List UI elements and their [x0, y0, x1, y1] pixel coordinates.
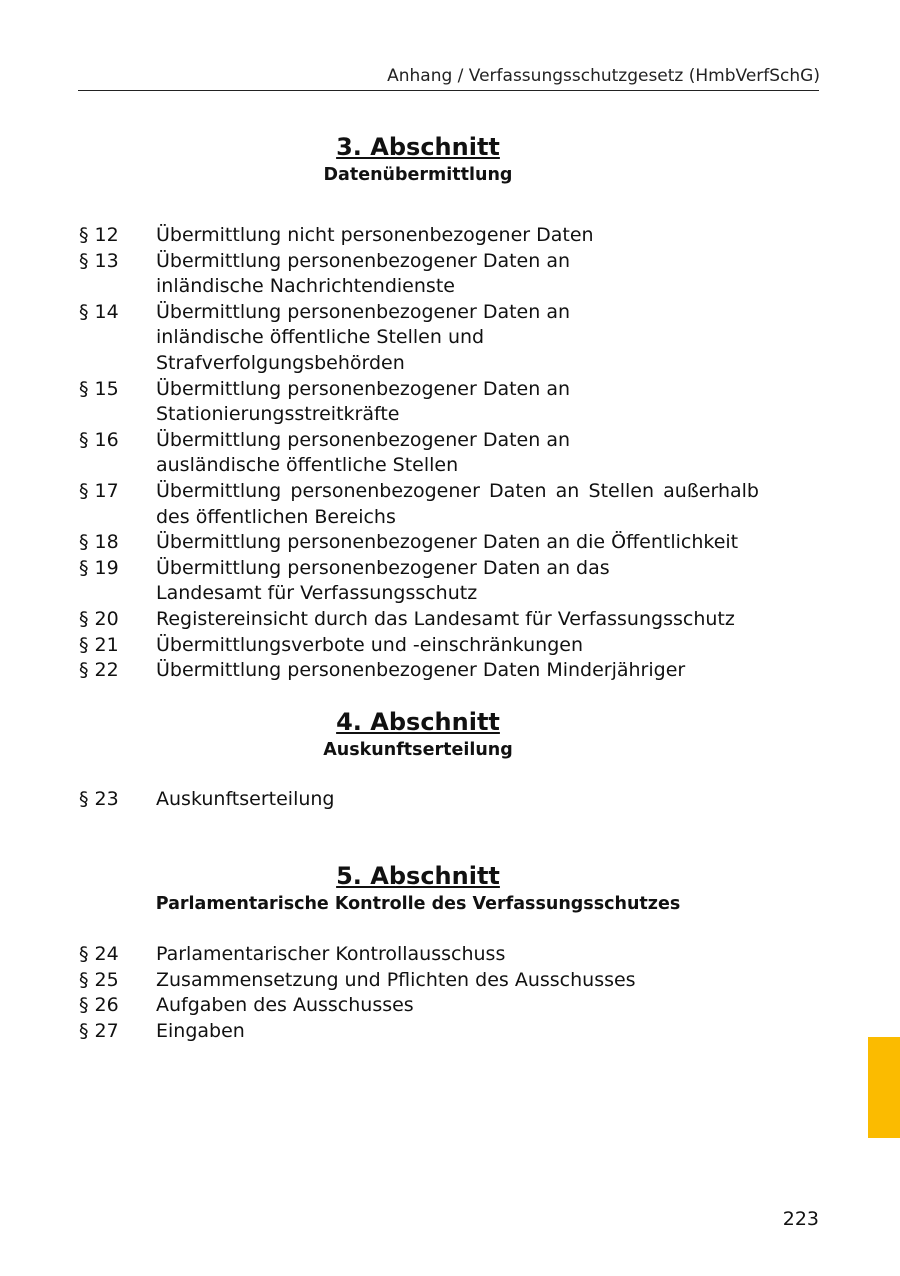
- entry-text: Übermittlung personenbezogener Daten an die Öffentlichkeit: [156, 531, 739, 554]
- paragraph-number: § 14: [79, 300, 119, 323]
- paragraph-number: § 22: [79, 659, 119, 682]
- paragraph-number: § 17: [79, 479, 119, 502]
- entry-text: Übermittlung personenbezogener Daten Minderjähriger: [156, 659, 686, 682]
- toc-entry: [79, 249, 759, 300]
- entry-text: Eingaben: [156, 1019, 245, 1042]
- entry-text: Zusammensetzung und Pflichten des Ausschusses: [156, 968, 636, 991]
- section-subtitle: Auskunftserteilung: [323, 740, 513, 760]
- toc-entry: [79, 633, 759, 659]
- toc-entry: [79, 968, 759, 994]
- section-entries: [79, 787, 759, 813]
- paragraph-number: § 13: [79, 249, 119, 272]
- section-subtitle: Parlamentarische Kontrolle des Verfassungsschutzes: [155, 894, 681, 914]
- entry-text: Übermittlung nicht personenbezogener Daten: [156, 224, 594, 246]
- entry-text: Übermittlung personenbezogener Daten an Stellen außerhalb des öffentlichen Bereichs: [156, 479, 759, 528]
- entry-text: Aufgaben des Ausschusses: [156, 994, 414, 1017]
- paragraph-number: § 26: [79, 994, 119, 1017]
- header-rule: [78, 90, 819, 91]
- toc-entry: [79, 300, 759, 377]
- paragraph-number: § 24: [79, 943, 119, 965]
- toc-entry: [79, 377, 759, 428]
- paragraph-number: § 15: [79, 377, 119, 400]
- section-entries: [79, 223, 759, 684]
- section-subtitle: Datenübermittlung: [323, 165, 513, 185]
- chapter-tab-marker: [868, 1037, 900, 1138]
- toc-entry: [79, 428, 759, 479]
- toc-entry: [79, 993, 759, 1019]
- section-title: 3. Abschnitt: [336, 133, 500, 161]
- paragraph-number: § 20: [79, 607, 119, 630]
- toc-entry: [79, 223, 759, 249]
- paragraph-number: § 27: [79, 1019, 119, 1042]
- paragraph-number: § 12: [79, 224, 119, 246]
- entry-text: Übermittlungsverbote und -einschränkungen: [156, 633, 583, 656]
- paragraph-number: § 18: [79, 531, 119, 554]
- toc-entry: [79, 658, 759, 684]
- entry-text: Übermittlung personenbezogener Daten an das Landesamt für Verfassungsschutz: [156, 556, 610, 605]
- entry-text: Übermittlung personenbezogener Daten an ausländische öffentliche Stellen: [156, 428, 571, 477]
- paragraph-number: § 16: [79, 428, 119, 451]
- entry-text: Registereinsicht durch das Landesamt für Verfassungsschutz: [156, 607, 735, 630]
- toc-entry: [79, 556, 759, 607]
- entry-text: Übermittlung personenbezogener Daten an inländische Nachrichtendienste: [156, 249, 571, 298]
- entry-text: Übermittlung personenbezogener Daten an Stationierungsstreitkräfte: [156, 377, 571, 426]
- toc-entry: [79, 479, 759, 530]
- toc-entry: [79, 787, 759, 813]
- paragraph-number: § 19: [79, 556, 119, 579]
- entry-text: Übermittlung personenbezogener Daten an inländische öffentliche Stellen und Strafverfolgungsbehörden: [156, 300, 571, 374]
- toc-entry: [79, 607, 759, 633]
- section-title: 4. Abschnitt: [336, 708, 500, 736]
- paragraph-number: § 23: [79, 788, 119, 810]
- toc-entry: [79, 1019, 759, 1045]
- running-header: Anhang / Verfassungsschutzgesetz (HmbVerfSchG): [387, 66, 820, 86]
- paragraph-number: § 25: [79, 968, 119, 991]
- section-title: 5. Abschnitt: [336, 862, 500, 890]
- paragraph-number: § 21: [79, 633, 119, 656]
- entry-text: Auskunftserteilung: [156, 788, 335, 810]
- toc-entry: [79, 530, 759, 556]
- entry-text: Parlamentarischer Kontrollausschuss: [156, 943, 506, 965]
- section-entries: [79, 942, 759, 1044]
- toc-entry: [79, 942, 759, 968]
- page-number: 223: [782, 1208, 819, 1230]
